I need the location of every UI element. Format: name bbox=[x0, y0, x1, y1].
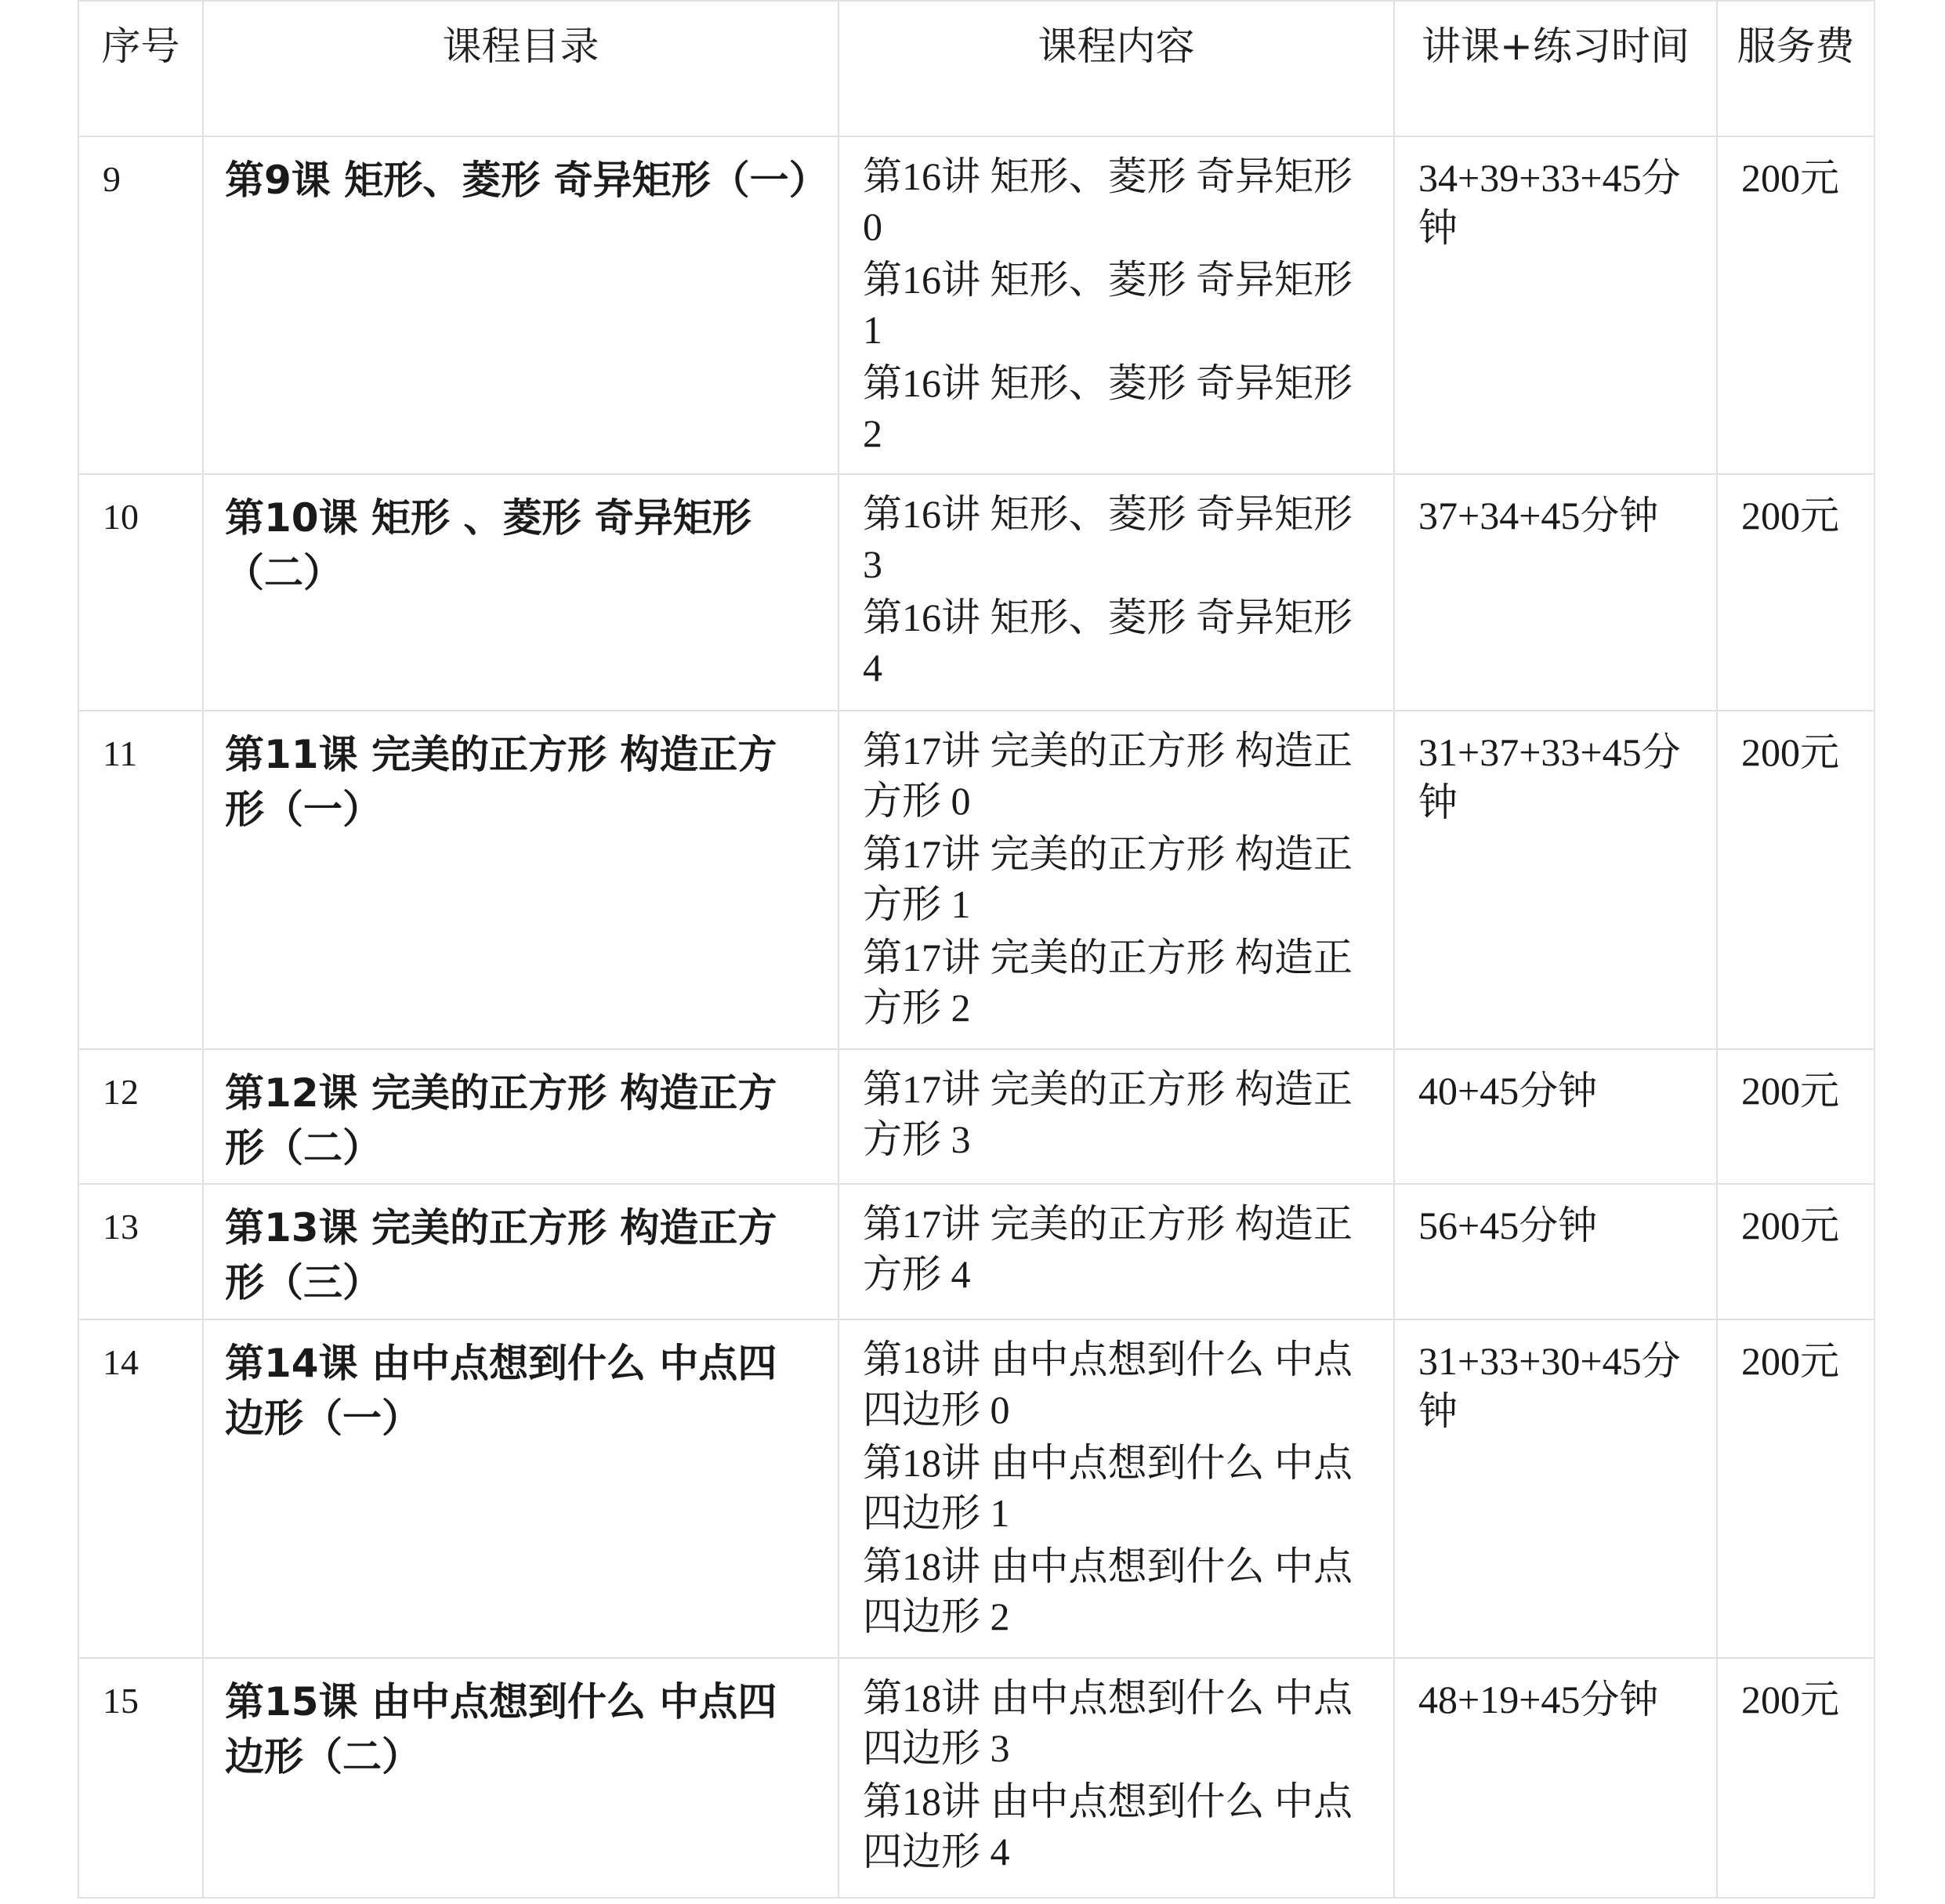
course-table bbox=[78, 0, 1875, 1899]
content-item: 第17讲 完美的正方形 构造正方形 3 bbox=[863, 1067, 1353, 1161]
course-title: 第12课 完美的正方形 构造正方形（二） bbox=[203, 1049, 838, 1184]
course-title: 第15课 由中点想到什么 中点四边形（二） bbox=[203, 1658, 838, 1898]
content-item: 第18讲 由中点想到什么 中点四边形 3 bbox=[863, 1676, 1353, 1770]
course-title: 第14课 由中点想到什么 中点四边形（一） bbox=[203, 1319, 838, 1658]
course-content bbox=[838, 711, 1394, 1049]
table-row bbox=[78, 1658, 1874, 1898]
header-content: 课程内容 bbox=[838, 1, 1394, 136]
header-row bbox=[78, 1, 1874, 136]
content-item: 第18讲 由中点想到什么 中点四边形 2 bbox=[863, 1544, 1353, 1638]
row-number: 9 bbox=[78, 136, 203, 474]
course-title: 第13课 完美的正方形 构造正方形（三） bbox=[203, 1184, 838, 1319]
duration: 34+39+33+45分钟 bbox=[1394, 136, 1717, 474]
service-fee: 200元 bbox=[1717, 711, 1874, 1049]
duration: 48+19+45分钟 bbox=[1394, 1658, 1717, 1898]
duration: 37+34+45分钟 bbox=[1394, 474, 1717, 711]
table-row bbox=[78, 1184, 1874, 1319]
duration: 31+33+30+45分钟 bbox=[1394, 1319, 1717, 1658]
service-fee: 200元 bbox=[1717, 1319, 1874, 1658]
service-fee: 200元 bbox=[1717, 1049, 1874, 1184]
header-course: 课程目录 bbox=[203, 1, 838, 136]
content-item: 第17讲 完美的正方形 构造正方形 0 bbox=[863, 729, 1353, 823]
course-title: 第11课 完美的正方形 构造正方形（一） bbox=[203, 711, 838, 1049]
service-fee: 200元 bbox=[1717, 474, 1874, 711]
course-title: 第9课 矩形、菱形 奇异矩形（一） bbox=[203, 136, 838, 474]
content-item: 第16讲 矩形、菱形 奇异矩形1 bbox=[863, 258, 1353, 352]
content-item: 第16讲 矩形、菱形 奇异矩形0 bbox=[863, 154, 1353, 248]
content-item: 第18讲 由中点想到什么 中点四边形 1 bbox=[863, 1441, 1353, 1535]
header-fee: 服务费 bbox=[1717, 1, 1874, 136]
row-number: 11 bbox=[78, 711, 203, 1049]
table-row bbox=[78, 474, 1874, 711]
table-row bbox=[78, 1319, 1874, 1658]
service-fee: 200元 bbox=[1717, 136, 1874, 474]
content-item: 第16讲 矩形、菱形 奇异矩形2 bbox=[863, 361, 1353, 455]
course-content bbox=[838, 1319, 1394, 1658]
service-fee: 200元 bbox=[1717, 1184, 1874, 1319]
content-item: 第17讲 完美的正方形 构造正方形 4 bbox=[863, 1202, 1353, 1296]
course-content bbox=[838, 1658, 1394, 1898]
duration: 31+37+33+45分钟 bbox=[1394, 711, 1717, 1049]
content-item: 第17讲 完美的正方形 构造正方形 2 bbox=[863, 936, 1353, 1030]
table-row bbox=[78, 136, 1874, 474]
header-duration: 讲课+练习时间 bbox=[1394, 1, 1717, 136]
course-schedule bbox=[78, 0, 1874, 1899]
content-item: 第17讲 完美的正方形 构造正方形 1 bbox=[863, 832, 1353, 926]
course-content bbox=[838, 474, 1394, 711]
content-item: 第16讲 矩形、菱形 奇异矩形3 bbox=[863, 492, 1353, 586]
duration: 56+45分钟 bbox=[1394, 1184, 1717, 1319]
table-row bbox=[78, 711, 1874, 1049]
content-item: 第18讲 由中点想到什么 中点四边形 4 bbox=[863, 1779, 1353, 1873]
course-content bbox=[838, 1184, 1394, 1319]
row-number: 15 bbox=[78, 1658, 203, 1898]
row-number: 12 bbox=[78, 1049, 203, 1184]
row-number: 14 bbox=[78, 1319, 203, 1658]
service-fee: 200元 bbox=[1717, 1658, 1874, 1898]
row-number: 13 bbox=[78, 1184, 203, 1319]
course-title: 第10课 矩形 、菱形 奇异矩形（二） bbox=[203, 474, 838, 711]
course-content bbox=[838, 1049, 1394, 1184]
row-number: 10 bbox=[78, 474, 203, 711]
duration: 40+45分钟 bbox=[1394, 1049, 1717, 1184]
course-content bbox=[838, 136, 1394, 474]
table-row bbox=[78, 1049, 1874, 1184]
content-item: 第16讲 矩形、菱形 奇异矩形4 bbox=[863, 595, 1353, 690]
content-item: 第18讲 由中点想到什么 中点四边形 0 bbox=[863, 1338, 1353, 1432]
header-no: 序号 bbox=[78, 1, 203, 136]
